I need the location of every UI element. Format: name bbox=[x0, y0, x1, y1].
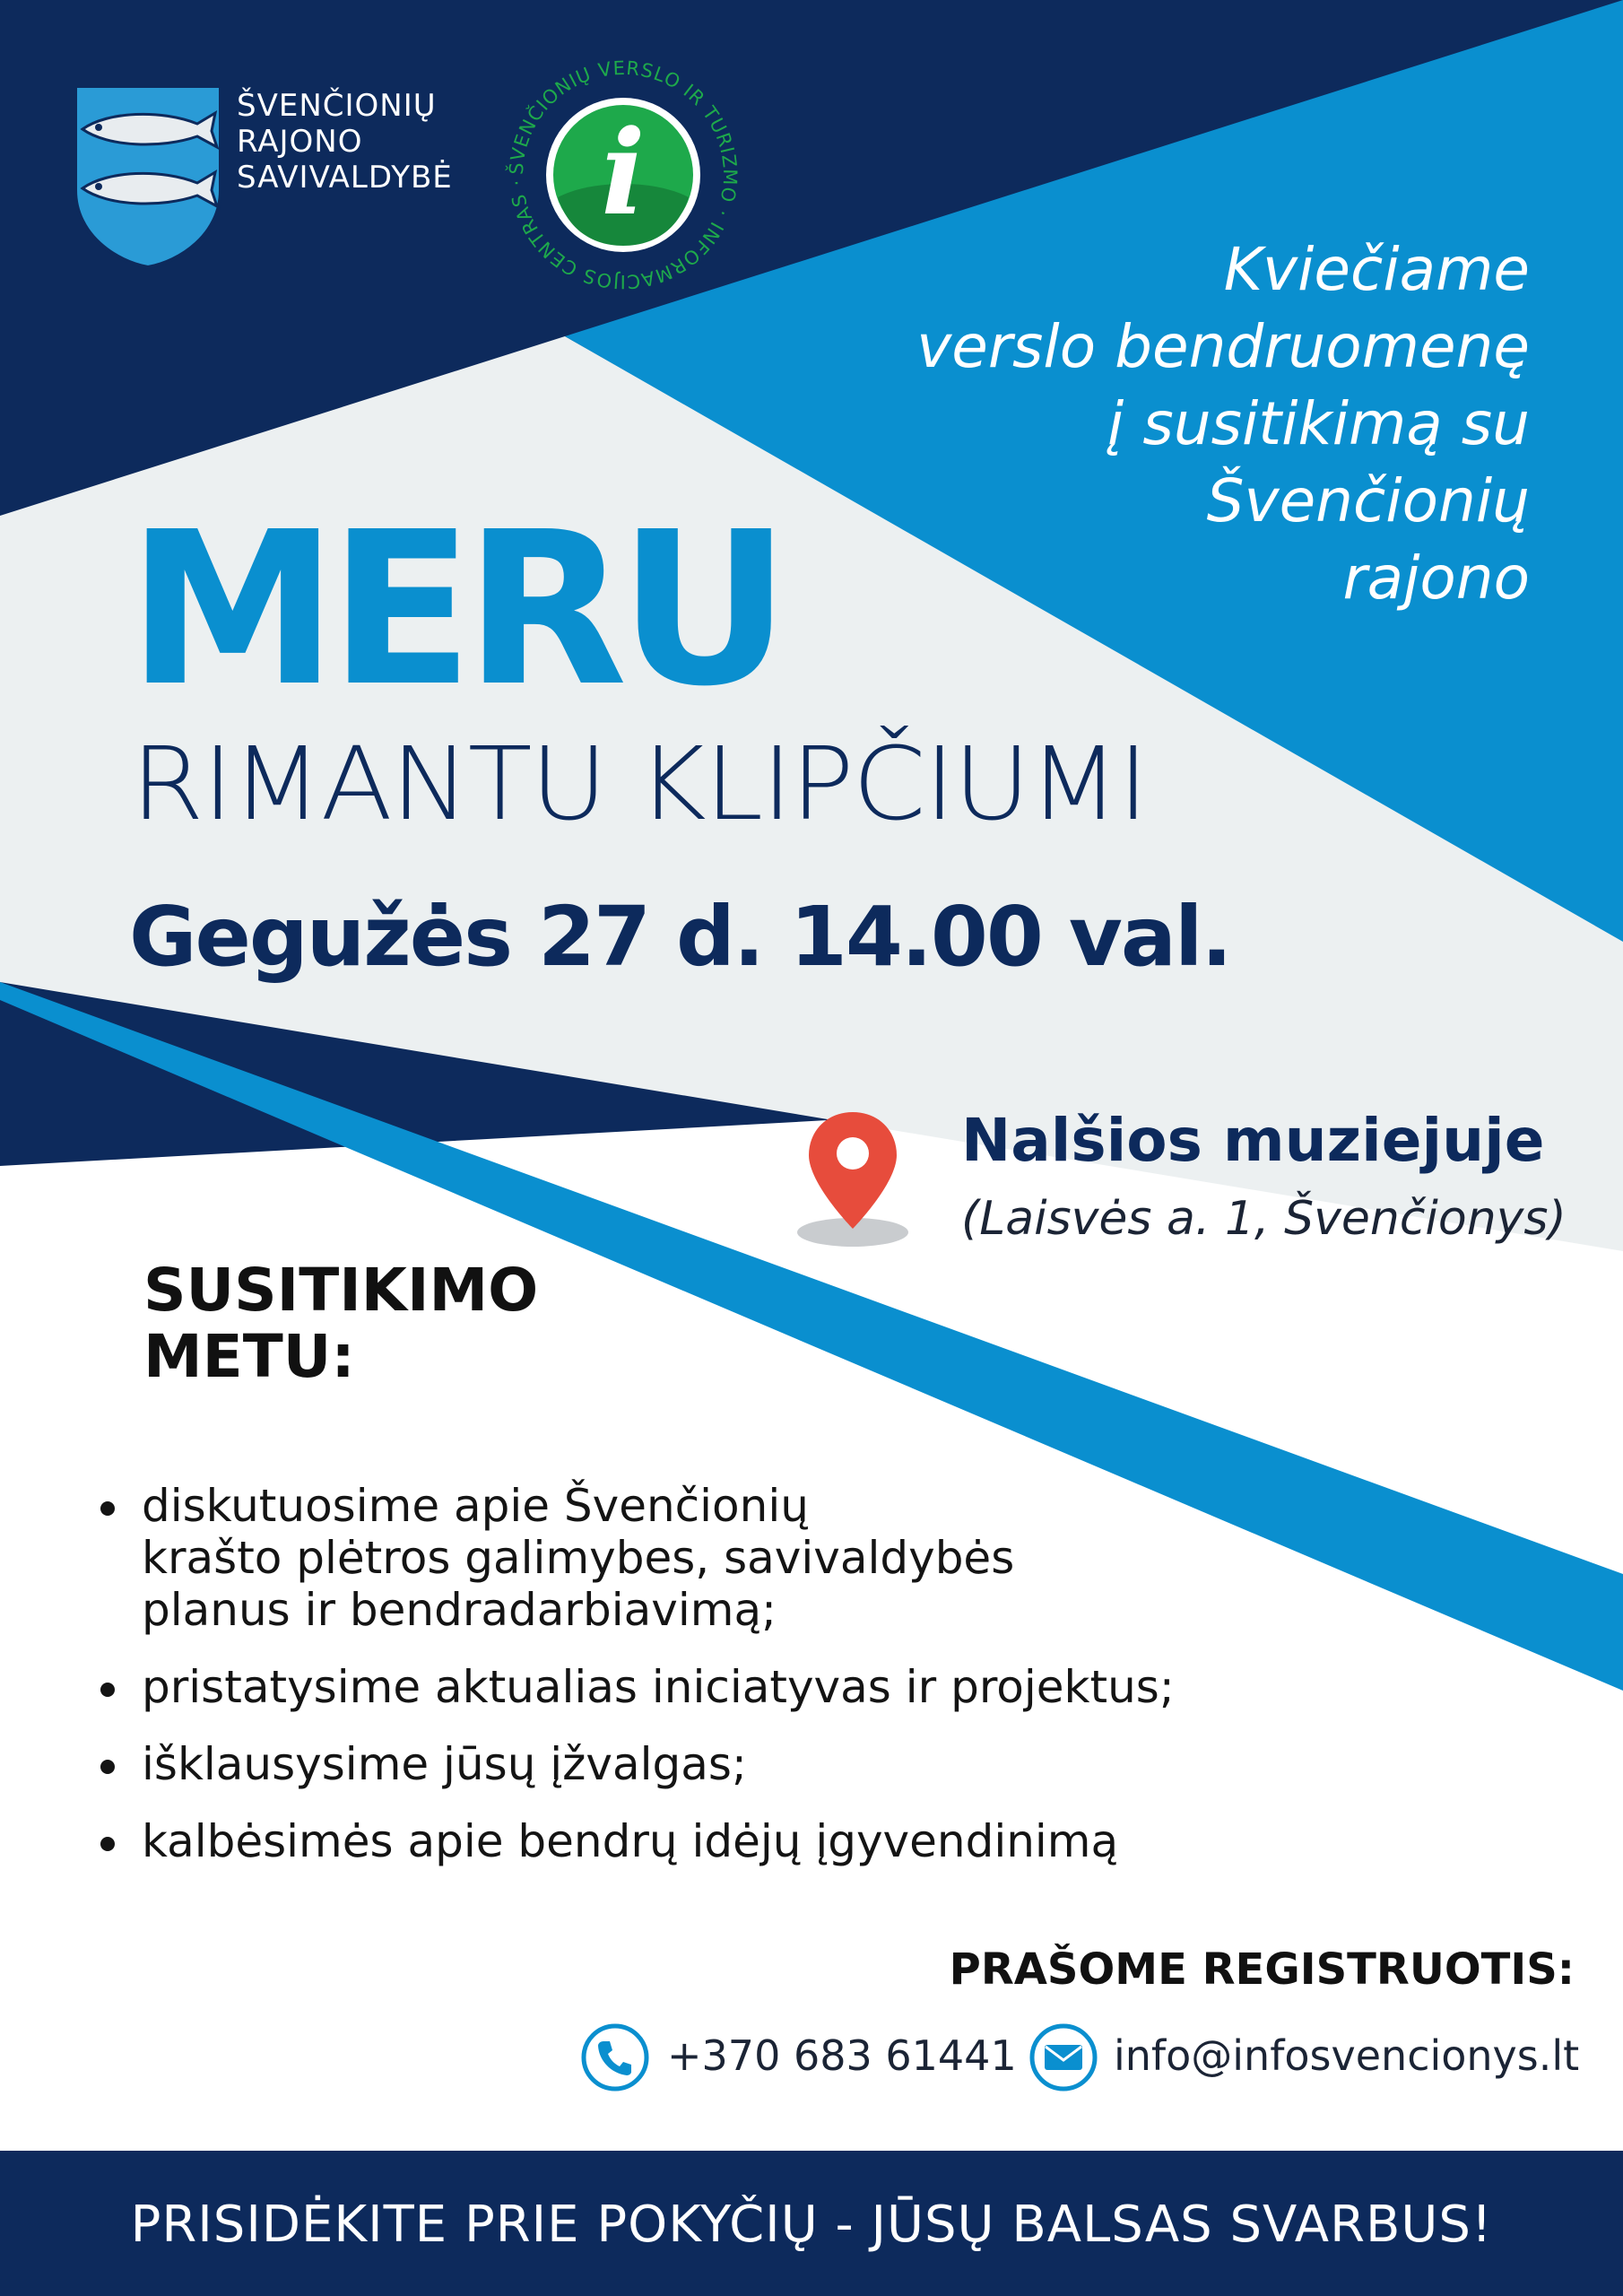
meeting-heading-line: METU: bbox=[143, 1322, 355, 1391]
phone-link[interactable]: +370 683 61441 bbox=[667, 2031, 1017, 2080]
location-pin-icon bbox=[794, 1109, 911, 1252]
list-item-text: kalbėsimės apie bendrų idėjų įgyvendinimą bbox=[142, 1815, 1119, 1867]
bullet-icon bbox=[100, 1683, 115, 1697]
list-item bbox=[100, 1661, 1499, 1713]
list-item-text: pristatysime aktualias iniciatyvas ir projektus; bbox=[142, 1661, 1175, 1713]
footer-slogan: PRISIDĖKITE PRIE POKYČIŲ - JŪSŲ BALSAS SVARBUS! bbox=[130, 2196, 1493, 2254]
list-item-text: išklausysime jūsų įžvalgas; bbox=[142, 1738, 747, 1790]
email-link[interactable]: info@infosvencionys.lt bbox=[1114, 2031, 1580, 2080]
info-logo-ring-text: ŠVENČIONIŲ VERSLO IR TURIZMO · INFORMACIJOS CENTRAS · bbox=[505, 57, 742, 293]
bullet-icon bbox=[100, 1501, 115, 1516]
municipality-line: ŠVENČIONIŲ bbox=[237, 88, 437, 124]
venue-name: Nalšios muziejuje bbox=[961, 1106, 1545, 1175]
bullet-icon bbox=[100, 1837, 115, 1851]
municipality-line: SAVIVALDYBĖ bbox=[237, 160, 453, 196]
agenda-list bbox=[100, 1480, 1499, 1892]
register-label: PRAŠOME REGISTRUOTIS: bbox=[949, 1944, 1575, 1995]
invitation-line: verslo bendruomenę bbox=[916, 312, 1530, 381]
venue-address: (Laisvės a. 1, Švenčionys) bbox=[961, 1192, 1567, 1246]
phone-icon[interactable] bbox=[579, 2022, 651, 2093]
bullet-icon bbox=[100, 1760, 115, 1774]
footer-bar bbox=[0, 2151, 1623, 2296]
invitation-line: į susitikimą su bbox=[1107, 389, 1530, 458]
meeting-heading-line: SUSITIKIMO bbox=[143, 1256, 539, 1325]
list-item bbox=[100, 1480, 1499, 1636]
invitation-line: Kviečiame bbox=[1223, 235, 1530, 304]
info-center-logo bbox=[502, 54, 744, 296]
title-main: MERU bbox=[127, 486, 782, 733]
list-item-text: diskutuosime apie Švenčionių krašto plėtros galimybes, savivaldybės planus ir bendradarbiavimą; bbox=[142, 1480, 1015, 1636]
municipality-line: RAJONO bbox=[237, 124, 363, 160]
invitation-line: rajono bbox=[1342, 544, 1530, 613]
title-name: RIMANTU KLIPČIUMI bbox=[131, 726, 1148, 843]
municipality-name bbox=[237, 88, 453, 196]
invitation-text bbox=[723, 231, 1530, 617]
event-date: Gegužės 27 d. 14.00 val. bbox=[129, 889, 1231, 985]
mail-icon[interactable] bbox=[1028, 2022, 1099, 2093]
list-item bbox=[100, 1738, 1499, 1790]
list-item bbox=[100, 1815, 1499, 1867]
info-logo-letter: i bbox=[601, 104, 646, 241]
invitation-line: Švenčionių bbox=[1206, 466, 1530, 535]
meeting-heading bbox=[143, 1257, 538, 1390]
coat-of-arms-logo bbox=[72, 83, 224, 271]
